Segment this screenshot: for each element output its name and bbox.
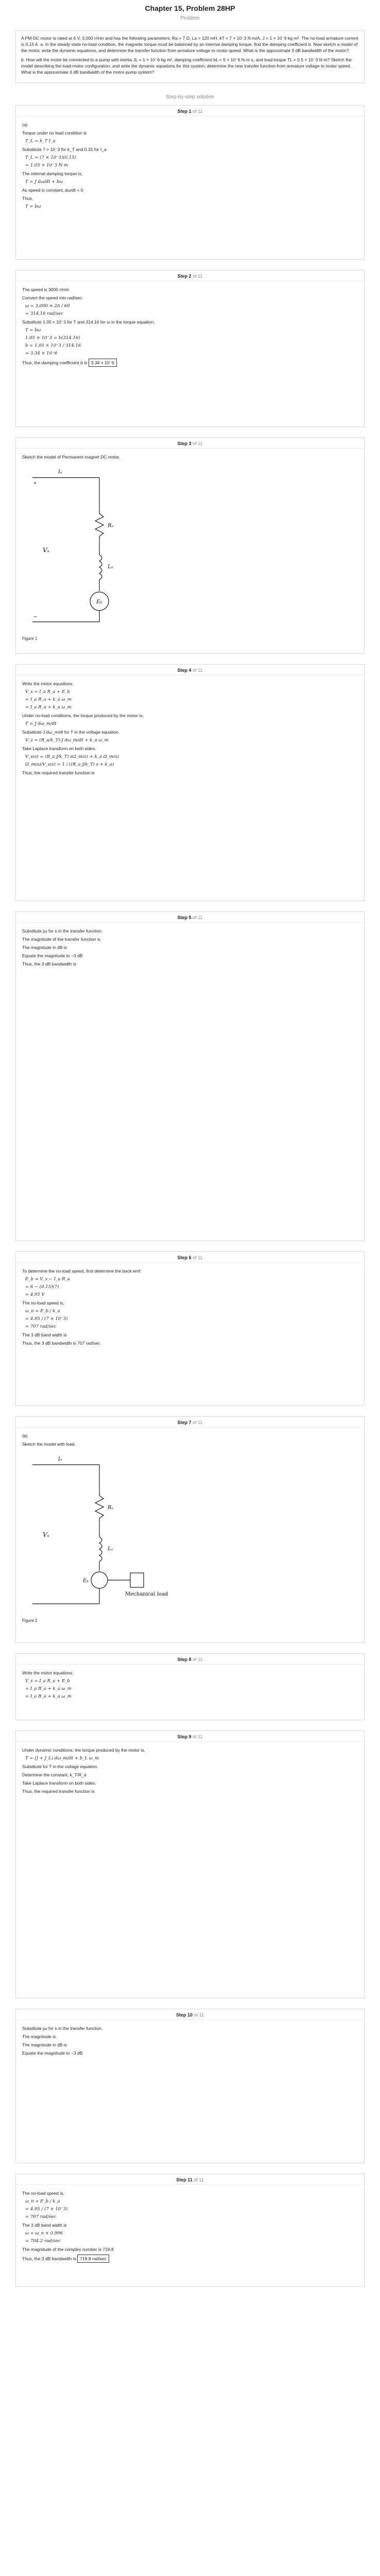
step-card [15,270,365,427]
equation: ω = 3,000 × 2π / 60 [25,303,70,309]
svg-text:Iₐ: Iₐ [58,1456,62,1462]
step-text: Substitute J dω_m/dt for T in the voltage equation. [22,730,120,735]
equation: = 4.95 / (7 × 10⁻3) [25,2207,68,2212]
step-label: Step 3 [177,441,192,446]
svg-text:+: + [33,481,37,486]
step-count: of 11 [193,109,203,114]
equation: T_L = k_T I_a [25,139,56,144]
equation: V_s = I_a R_a + E_b [25,1679,70,1684]
svg-text:Vₛ: Vₛ [43,547,49,554]
equation: ω_n = E_b / k_a [25,2199,60,2204]
step-count: of 11 [193,668,203,673]
step-text: (b) [22,1433,28,1438]
equation: = 707 rad/sec [25,1324,57,1329]
svg-text:Lₐ: Lₐ [108,1546,113,1552]
equation: V_s = I_a R_a + E_b [25,689,70,694]
equation: = I_a R_a + k_a ω_m [25,1694,72,1699]
step-text: The 3 dB band width is [22,1332,67,1337]
step-count: of 11 [194,2012,204,2018]
step-body [16,1263,364,1351]
step-label: Step 1 [177,109,192,114]
step-text: Convert the speed into rad/sec: [22,295,83,300]
svg-text:Lₐ: Lₐ [108,564,113,570]
step-text: The magnitude in dB is [22,2042,67,2047]
step-text: Under no-load conditions, the torque produced by the motor is, [22,713,144,718]
step-text: Thus, the 3 dB bandwidth is [22,961,76,967]
step-card [15,1416,365,1643]
header [0,0,380,21]
step-count: of 11 [194,2177,204,2182]
step-text [22,359,358,367]
result-text: Thus, the 3 dB bandwidth is [22,2256,76,2261]
step-header [16,2009,364,2020]
step-header [16,1417,364,1428]
step-card [15,437,365,654]
step-body [16,449,364,645]
equation: Ω_m(s)/V_s(s) = 1 / ((R_a J/k_T) s + k_a) [25,762,114,767]
equation: = 704.2 rad/sec [25,2239,61,2244]
step-header [16,438,364,449]
equation: = 3.34 × 10⁻6 [25,351,57,356]
step-card [15,1653,365,1720]
problem-paragraph: A PM-DC motor is rated at 6 V, 3,000 r/min and has the following parameters: Ra = 7 Ω, La = 120 mH, kT = 7 × 10⁻3 N·m/A, J = 1 × 10⁻6 kg·m². The no-load armature current is 0.15 A. a. In the steady state no-load condition, the magnetic torque must be balanced by an internal damping torque; find the damping coefficient b. Now sketch a model of the motor, write the dynamic equations, and determine the transfer function from armature voltage to motor speed. What is the approximate 3 dB bandwidth of the motor? [21,36,358,53]
step-header [16,270,364,281]
step-text: Torque under no load condition is [22,130,87,135]
motor-load-diagram [22,1449,208,1614]
step-text: To determine the no-load speed, first determine the back emf: [22,1268,142,1274]
step-text: The 3 dB band width is [22,2223,67,2228]
figure-caption: Figure 2 [22,1618,38,1623]
step-label: Step 6 [177,1255,192,1260]
step-body [16,1742,364,1800]
step-body [16,116,364,214]
step-label: Step 2 [177,274,192,279]
mechanical-load-label: Mechanical load [125,1591,168,1597]
svg-text:Vₛ: Vₛ [43,1531,49,1538]
step-header [16,912,364,923]
step-text: The no-load speed is, [22,1300,64,1306]
equation: V_s(s) = (R_a J/k_T) sΩ_m(s) + k_a Ω_m(s) [25,754,119,759]
step-count: of 11 [193,1657,203,1662]
svg-text:−: − [33,613,38,620]
equation: = I_a R_a + k_a ω_m [25,705,72,710]
step-text: Sketch the model of Permanent magnet DC motor. [22,454,120,460]
equation: V_s = (R_a/k_T)·J dω_m/dt + k_a ω_m [25,738,109,743]
step-label: Step 4 [177,668,192,673]
equation: T = (J + J_L) dω_m/dt + b_L ω_m [25,1756,99,1761]
equation: b = 1.05 × 10⁻3 / 314.16 [25,343,81,348]
step-count: of 11 [193,1734,203,1739]
step-card [15,664,365,901]
equation: = 1.05 × 10⁻3 N·m [25,163,68,168]
step-label: Step 9 [177,1734,192,1739]
step-text: Under dynamic conditions, the torque produced by the motor is, [22,1748,146,1753]
step-text: As speed is constant, dω/dt = 0. [22,188,84,193]
svg-text:Rₐ: Rₐ [108,1505,114,1511]
step-label: Step 7 [177,1420,192,1425]
equation: = 4.95 / (7 × 10⁻3) [25,1316,68,1321]
step-text: Substitute 7 × 10⁻3 for k_T and 0.15 for I_a [22,147,107,152]
step-text: The internal damping torque is, [22,171,83,176]
step-header [16,106,364,116]
svg-text:Rₐ: Rₐ [108,523,114,529]
step-text: The magnitude of the complex number is 719.8 [22,2247,114,2252]
step-text: The magnitude is [22,2034,56,2039]
step-text: Equate the magnitude to −3 dB [22,953,83,958]
step-body [16,2020,364,2061]
step-text [22,2255,358,2263]
step-card [15,2174,365,2287]
step-label: Step 8 [177,1657,192,1662]
step-text: (a) [22,122,28,127]
step-card [15,105,365,260]
equation: T = J dω/dt + bω [25,179,63,184]
step-header [16,1252,364,1263]
equation: = 6 − (0.15)(7) [25,1284,59,1290]
step-text: Write the motor equations. [22,681,74,686]
step-header [16,1654,364,1665]
equation: ω_n = E_b / k_a [25,1309,60,1314]
step-body [16,923,364,972]
step-text: The magnitude in dB is [22,945,67,950]
step-text: Substitute for T in the voltage equation. [22,1764,98,1769]
equation: 1.05 × 10⁻3 = b(314.16) [25,335,80,341]
step-header [16,2174,364,2185]
step-card [15,911,365,1241]
step-header [16,1731,364,1742]
step-header [16,665,364,675]
step-count: of 11 [193,1255,203,1260]
svg-text:Eᵦ: Eᵦ [83,1578,89,1584]
step-body [16,281,364,372]
step-text: Take Laplace transform on both sides. [22,746,96,751]
answer-box: 3.34 × 10⁻6 [89,359,117,367]
equation: ω = ω_n × 0.996 [25,2231,63,2236]
equation: T = J dω_m/dt [25,721,57,726]
step-label: Step 5 [177,915,192,920]
step-body [16,2185,364,2268]
equation: = 4.95 V [25,1292,45,1297]
problem-statement [15,30,365,83]
step-count: of 11 [193,915,203,920]
step-text: Thus, the 3 dB bandwidth is 707 rad/sec [22,1341,100,1346]
equation: = I_a R_a + k_a ω_m [25,1686,72,1691]
equation: E_b = V_s − I_a R_a [25,1277,70,1282]
step-count: of 11 [193,274,203,279]
step-text: Take Laplace transform on both sides. [22,1781,96,1786]
equation: = 314.16 rad/sec [25,311,63,316]
figure-caption: Figure 1 [22,636,38,641]
problem-paragraph: b. How will the motor be connected to a pump with inertia JL = 1 × 10⁻6 kg·m², damping coefficient bL = 5 × 10⁻6 N·m·s, and load torque TL = 0.5 × 10⁻3 N·m? Sketch the model describing the load-motor configuration, and write the dynamic equations for this system; determine the new transfer function from armature voltage to motor speed. What is the approximate 3 dB bandwidth of the motor-pump system? [21,57,352,75]
motor-circuit-diagram [22,462,177,632]
step-body [16,675,364,781]
step-text: Equate the magnitude to −3 dB [22,2050,83,2056]
step-label: Step 10 [176,2012,193,2018]
step-body [16,1428,364,1627]
step-card [15,2009,365,2163]
equation: T = bω [25,204,41,209]
page-title: Chapter 15, Problem 28HP [145,4,235,12]
problem-label: Problem [180,15,200,21]
step-count: of 11 [193,1420,203,1425]
step-text: Substitute jω for s in the transfer function. [22,2026,103,2031]
equation: T_L = (7 × 10⁻3)(0.15) [25,155,76,160]
step-text: The magnitude of the transfer function is [22,937,101,942]
step-label: Step 11 [176,2177,193,2182]
equation: = 707 rad/sec [25,2214,57,2219]
step-text: Sketch the model with load. [22,1442,76,1447]
solution-label: Step-by-step solution [166,94,214,100]
step-text: Determine the constant, k_T/R_a [22,1772,87,1777]
result-text: Thus, the damping coefficient b is [22,360,88,365]
step-body [16,1665,364,1704]
svg-text:Iₐ: Iₐ [58,469,62,475]
step-text: Thus, [22,196,33,201]
equation: = I_a R_a + k_a ω_m [25,697,72,702]
step-text: Substitute jω for s in the transfer function. [22,928,103,934]
step-text: Thus, the required transfer function is [22,1789,95,1794]
step-count: of 11 [193,441,203,446]
step-text: Substitute 1.05 × 10⁻3 for T and 314.16 for ω in the torque equation. [22,319,155,325]
step-card [15,1251,365,1406]
answer-box: 719.8 rad/sec [77,2255,109,2263]
step-card [15,1731,365,1998]
svg-text:Eᵦ: Eᵦ [96,599,102,605]
step-text: Write the motor equations. [22,1670,74,1675]
step-text: The speed is 3000 r/min [22,287,70,292]
step-text: Thus, the required transfer function is [22,770,95,775]
equation: T = bω [25,328,41,333]
step-text: The no-load speed is, [22,2191,64,2196]
